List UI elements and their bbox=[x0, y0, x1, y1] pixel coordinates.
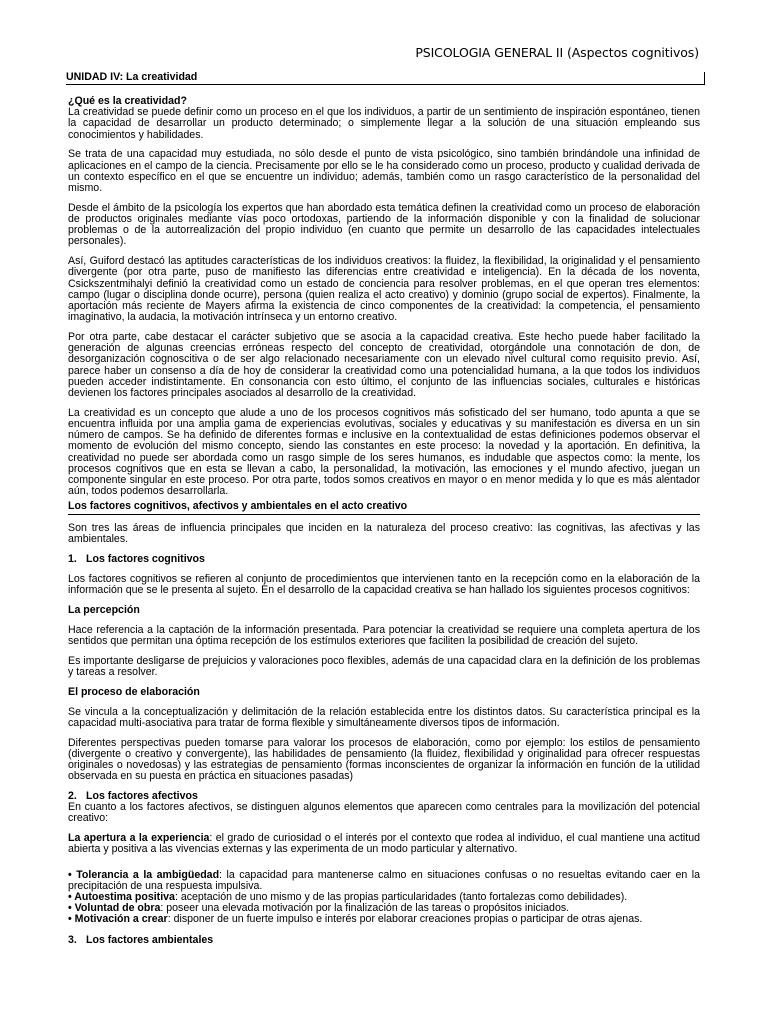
paragraph: Hace referencia a la captación de la información presentada. Para potenciar la creatividad se requiere una completa apertura de los sentidos que permitan una óptima recepción de los estímulos exteriores que faciliten la posibilidad de creación del sujeto. bbox=[68, 623, 700, 648]
definition: : poseer una elevada motivación por la finalización de las tareas o propósitos iniciados. bbox=[160, 902, 570, 915]
section-title: Los factores afectivos bbox=[86, 790, 198, 803]
definition: : el grado de curiosidad o el interés por el contexto que rodea al individuo, el cual mantiene una actitud abierta y positiva a las vivencias externas y las experimenta de un modo particular y alternativo. bbox=[68, 832, 700, 856]
topic-heading: La percepción bbox=[68, 604, 140, 617]
section-heading: Los factores cognitivos, afectivos y ambientales en el acto creativo bbox=[68, 501, 700, 514]
bullet-icon: • bbox=[68, 913, 75, 926]
bullet-icon: • bbox=[68, 902, 75, 915]
paragraph: Diferentes perspectivas pueden tomarse para valorar los procesos de elaboración, como por ejemplo: los estilos de pensamiento (divergente o creativo y convergente), las habilidades de pensamiento (la fluidez, flexibilidad y originalidad para ofrecer respuestas originales o novedosas) y las estrategias de pensamiento (formas inconscientes de organizar la información en función de la utilidad observada en su puesta en práctica en situaciones pasadas) bbox=[68, 736, 700, 783]
unit-heading: UNIDAD IV: La creatividad bbox=[66, 72, 705, 85]
paragraph: Son tres las áreas de influencia principales que inciden en la naturaleza del proceso creativo: las cognitivas, las afectivas y las ambientales. bbox=[68, 522, 700, 546]
definition: : aceptación de uno mismo y de las propias particularidades (tanto fortalezas como debilidades). bbox=[174, 891, 628, 904]
paragraph bbox=[68, 833, 700, 855]
definition: : la capacidad para mantenerse calmo en situaciones confusas o no resueltas evitando caer en la precipitación de una respuesta impulsiva. bbox=[68, 868, 700, 892]
section-title: Los factores ambientales bbox=[86, 934, 214, 946]
subsection-heading bbox=[68, 935, 213, 946]
bullet-icon: • bbox=[68, 868, 77, 881]
bullet-list bbox=[68, 870, 700, 926]
paragraph: Es importante desligarse de prejuicios y valoraciones poco flexibles, además de una capacidad clara en la definición de los problemas y tareas a resolver. bbox=[68, 654, 700, 679]
paragraph: Desde el ámbito de la psicología los expertos que han abordado esta temática definen la creatividad como un proceso de elaboración de productos originales mediante vías poco ortodoxas, partiendo de la información disponible y con la finalidad de solucionar problemas o de la autorrealización del propio individuo (en cuanto que permite un desarrollo de las capacidades intelectuales personales). bbox=[68, 201, 700, 248]
question-heading: ¿Qué es la creatividad? bbox=[68, 95, 187, 107]
paragraph: Los factores cognitivos se refieren al conjunto de procedimientos que intervienen tanto en la recepción como en la elaboración de la información que se le presenta al sujeto. En el desarrollo de la capacidad creativa se han hallado los siguientes procesos cognitivos: bbox=[68, 573, 700, 597]
paragraph: Se trata de una capacidad muy estudiada, no sólo desde el punto de vista psicológico, sino también brindándole una infinidad de aplicaciones en el campo de la ciencia. Precisamente por ello se le ha considerado como un proceso, producto y cualidad derivada de un contexto específico en el que se encuentre un individuo; además, también como un rasgo característico de la personalidad del mismo. bbox=[68, 148, 700, 195]
list-item bbox=[68, 914, 700, 925]
course-title: PSICOLOGIA GENERAL II (Aspectos cognitivos) bbox=[415, 45, 699, 60]
definition: : disponer de un fuerte impulso e interés por elaborar creaciones propias o participar de otras ajenas. bbox=[167, 913, 643, 926]
bullet-icon: • bbox=[68, 891, 75, 904]
paragraph: La creatividad es un concepto que alude a uno de los procesos cognitivos más sofisticado del ser humano, todo apunta a que se encuentra influida por una amplia gama de experiencias evolutivas, sociales y educativas y su manifestación es diversa en un sin número de campos. Se ha definido de diferentes formas e inclusive en la contextualidad de estas definiciones podemos observar el momento de evolución del mismo concepto, siendo las constantes en este proceso: la novedad y la aportación. En definitiva, la creatividad no puede ser abordada como un rasgo simple de los seres humanos, es indudable que aspectos como: la mente, los procesos cognitivos que en esta se llevan a cabo, la personalidad, la motivación, las emociones y el mundo afectivo, juegan un componente singular en este proceso. Por otra parte, todos somos creativos en mayor o en menor medida y lo que es más alentador aún, todos podemos desarrollarla. bbox=[68, 406, 700, 498]
subsection-heading bbox=[68, 554, 700, 565]
document-body bbox=[68, 96, 700, 926]
list-item bbox=[68, 870, 700, 892]
paragraph: La creatividad se puede definir como un proceso en el que los individuos, a partir de un sentimiento de inspiración espontáneo, tienen la capacidad de desarrollar un producto determinado; o simplemente llegar a la solución de una situación empleando sus conocimientos y habilidades. bbox=[68, 106, 700, 141]
topic-heading: El proceso de elaboración bbox=[68, 685, 200, 698]
paragraph: Se vincula a la conceptualización y delimitación de la relación establecida entre los distintos datos. Su característica principal es la capacidad multi-asociativa para tratar de forma flexible y simultáneamente diversos tipos de información. bbox=[68, 705, 700, 729]
paragraph: En cuanto a los factores afectivos, se distinguen algunos elementos que aparecen como centrales para la movilización del potencial creativo: bbox=[68, 801, 700, 825]
paragraph: Así, Guiford destacó las aptitudes características de los individuos creativos: la fluidez, la flexibilidad, la originalidad y el pensamiento divergente (por otra parte, puso de manifiesto las diferencias entre creatividad e inteligencia). En la década de los noventa, Csickszentmihalyi definió la creatividad como un estado de conciencia para resolver problemas, en el que operan tres elementos: campo (lugar o disciplina donde ocurre), persona (quien realiza el acto creativo) y dominio (grupo social de expertos). Finalmente, la aportación más reciente de Mayers afirma la existencia de cinco componentes de la creatividad: la competencia, el pensamiento imaginativo, la audacia, la motivación intrínseca y un entorno creativo. bbox=[68, 255, 700, 324]
term: Motivación a crear bbox=[74, 913, 168, 926]
term: Voluntad de obra bbox=[74, 902, 161, 915]
paragraph: Por otra parte, cabe destacar el carácter subjetivo que se asocia a la capacidad creativa. Este hecho puede haber facilitado la generación de algunas creencias erróneas respecto del concepto de creatividad, otorgándole una connotación de don, de desorganización cognoscitiva o de ser algo relacionado necesariamente con un elevado nivel cultural como requisito previo. Así, parece haber un consenso a día de hoy de considerar la creatividad como una potencialidad humana, a la que todos los individuos pueden acceder indistintamente. En consonancia con esto último, el conjunto de las influencias sociales, culturales e históricas devienen los factores principales asociados al desarrollo de la creatividad. bbox=[68, 331, 700, 400]
section-number: 3. bbox=[68, 934, 77, 946]
section-number: 1. bbox=[68, 553, 77, 566]
section-number: 2. bbox=[68, 790, 77, 803]
term: Autoestima positiva bbox=[74, 891, 175, 904]
term: Tolerancia a la ambigüedad bbox=[76, 868, 220, 881]
term: La apertura a la experiencia bbox=[68, 832, 210, 845]
section-title: Los factores cognitivos bbox=[86, 553, 205, 566]
